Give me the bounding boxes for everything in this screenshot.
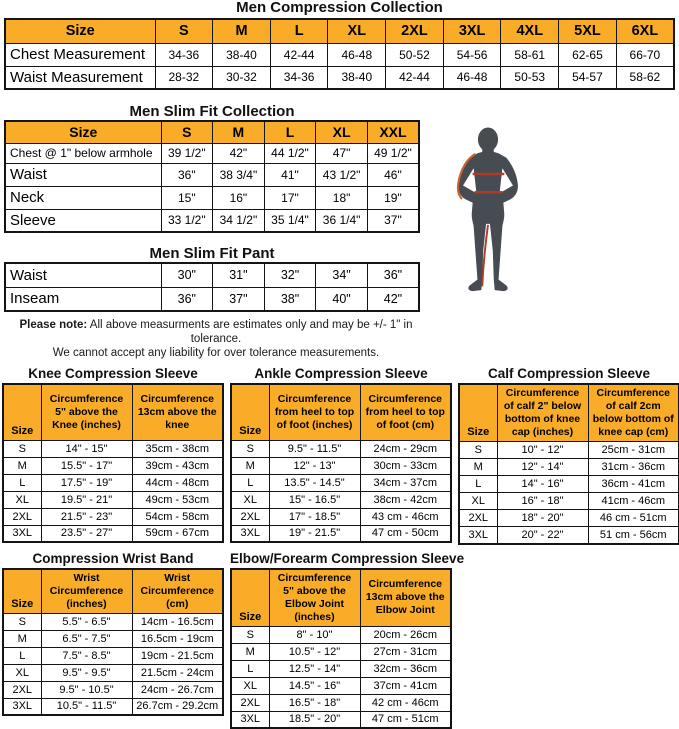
header-cell: S	[155, 19, 213, 43]
table-title-wrist: Compression Wrist Band	[2, 551, 224, 566]
value-cell: 8" - 10"	[269, 626, 360, 643]
size-cell: 2XL	[459, 510, 497, 527]
size-cell: 2XL	[231, 694, 269, 711]
value-cell: 54-57	[559, 66, 617, 89]
value-cell: 44cm - 48cm	[132, 474, 223, 491]
table-row	[3, 525, 223, 542]
table-row	[3, 491, 223, 508]
value-cell: 47 cm - 51cm	[360, 711, 451, 728]
arm-sleeves-row	[0, 551, 679, 729]
value-cell: 50-53	[501, 66, 559, 89]
size-cell: XL	[231, 677, 269, 694]
header-cell: L	[264, 121, 316, 143]
ankle-sleeve-table	[230, 383, 452, 543]
value-cell: 42-44	[270, 43, 328, 66]
size-cell: 3XL	[231, 711, 269, 728]
value-cell: 30-32	[213, 66, 271, 89]
table-title-men-compression: Men Compression Collection	[0, 0, 679, 16]
size-cell: 2XL	[231, 508, 269, 525]
value-cell: 37"	[367, 209, 419, 232]
value-cell: 20cm - 26cm	[360, 626, 451, 643]
header-row	[3, 384, 223, 440]
header-cell: XL	[316, 121, 368, 143]
leg-sleeves-row	[0, 366, 679, 545]
table-row	[3, 664, 223, 681]
value-cell: 54-56	[443, 43, 501, 66]
value-cell: 36cm - 41cm	[588, 476, 679, 493]
value-cell: 47"	[316, 143, 368, 163]
value-cell: 17" - 18.5"	[269, 508, 360, 525]
size-cell: XL	[3, 491, 41, 508]
table-row	[231, 660, 451, 677]
tolerance-note-line1: Please note: All above measurments are estimates only and may be +/- 1" in tolerance.	[0, 318, 432, 346]
size-cell: 2XL	[3, 508, 41, 525]
size-header-cell: Size	[3, 569, 41, 614]
section-calf-sleeve	[458, 366, 679, 545]
table-row	[459, 459, 679, 476]
header-cell: Circumference 13cm above the knee	[132, 384, 223, 440]
table-row	[3, 698, 223, 715]
value-cell: 46 cm - 51cm	[588, 510, 679, 527]
section-men-slim-fit-pant	[0, 246, 679, 312]
table-row	[5, 287, 419, 311]
size-header-cell: Size	[459, 384, 497, 442]
value-cell: 15"	[161, 186, 213, 209]
size-header-cell: Size	[3, 384, 41, 440]
header-cell: Circumference from heel to top of foot (inches)	[269, 384, 360, 440]
value-cell: 32cm - 36cm	[360, 660, 451, 677]
value-cell: 49 1/2"	[367, 143, 419, 163]
value-cell: 40"	[316, 287, 368, 311]
header-cell: Circumference of calf 2" below bottom of knee cap (inches)	[497, 384, 588, 442]
men-compression-table	[4, 18, 675, 90]
table-row	[231, 508, 451, 525]
table-row	[459, 493, 679, 510]
value-cell: 34"	[316, 263, 368, 287]
value-cell: 66-70	[616, 43, 674, 66]
value-cell: 10" - 12"	[497, 442, 588, 459]
header-row	[5, 19, 674, 43]
value-cell: 14" - 16"	[497, 476, 588, 493]
value-cell: 15" - 16.5"	[269, 491, 360, 508]
value-cell: 49cm - 53cm	[132, 491, 223, 508]
size-cell: XL	[231, 491, 269, 508]
value-cell: 38-40	[328, 66, 386, 89]
header-cell: Circumference 5" above the Elbow Joint (inches)	[269, 569, 360, 627]
value-cell: 16.5" - 18"	[269, 694, 360, 711]
header-cell: Circumference 13cm above the Elbow Joint	[360, 569, 451, 627]
table-title-men-slim-fit-pant: Men Slim Fit Pant	[0, 246, 424, 262]
table-row	[3, 440, 223, 457]
header-cell: M	[213, 19, 271, 43]
table-row	[5, 263, 419, 287]
section-men-slim-fit	[0, 104, 679, 233]
size-cell: M	[3, 457, 41, 474]
value-cell: 18" - 20"	[497, 510, 588, 527]
value-cell: 28-32	[155, 66, 213, 89]
section-elbow-sleeve	[230, 551, 464, 729]
value-cell: 17.5" - 19"	[41, 474, 132, 491]
size-cell: M	[231, 457, 269, 474]
table-title-calf: Calf Compression Sleeve	[458, 366, 679, 381]
section-men-compression	[0, 0, 679, 90]
value-cell: 14.5" - 16"	[269, 677, 360, 694]
value-cell: 32"	[264, 263, 316, 287]
table-row	[231, 457, 451, 474]
table-row	[459, 442, 679, 459]
table-row	[3, 630, 223, 647]
value-cell: 10.5" - 11.5"	[41, 698, 132, 715]
tolerance-note-line2: We cannot accept any liability for over tolerance measurements.	[0, 346, 432, 360]
value-cell: 9.5" - 9.5"	[41, 664, 132, 681]
size-cell: L	[231, 660, 269, 677]
row-label-cell: Waist	[5, 263, 161, 287]
size-header-cell: Size	[231, 569, 269, 627]
table-row	[231, 525, 451, 542]
table-row	[3, 647, 223, 664]
value-cell: 7.5" - 8.5"	[41, 647, 132, 664]
value-cell: 23.5" - 27"	[41, 525, 132, 542]
header-cell: Circumference 5" above the Knee (inches)	[41, 384, 132, 440]
value-cell: 21.5cm - 24cm	[132, 664, 223, 681]
size-cell: 3XL	[3, 525, 41, 542]
value-cell: 24cm - 29cm	[360, 440, 451, 457]
value-cell: 35 1/4"	[264, 209, 316, 232]
size-cell: L	[231, 474, 269, 491]
value-cell: 37"	[213, 287, 265, 311]
value-cell: 42-44	[386, 66, 444, 89]
table-row	[231, 694, 451, 711]
table-row	[5, 43, 674, 66]
value-cell: 39cm - 43cm	[132, 457, 223, 474]
value-cell: 31"	[213, 263, 265, 287]
value-cell: 10.5" - 12"	[269, 643, 360, 660]
size-cell: S	[231, 440, 269, 457]
size-cell: S	[3, 613, 41, 630]
value-cell: 38 3/4"	[213, 163, 265, 186]
elbow-sleeve-table	[230, 568, 452, 729]
value-cell: 24cm - 26.7cm	[132, 681, 223, 698]
value-cell: 42"	[213, 143, 265, 163]
value-cell: 12.5" - 14"	[269, 660, 360, 677]
row-label-cell: Chest @ 1" below armhole	[5, 143, 161, 163]
header-cell: L	[270, 19, 328, 43]
table-row	[231, 626, 451, 643]
value-cell: 38"	[264, 287, 316, 311]
value-cell: 19"	[367, 186, 419, 209]
value-cell: 14cm - 16.5cm	[132, 613, 223, 630]
tolerance-note	[0, 318, 432, 360]
value-cell: 33 1/2"	[161, 209, 213, 232]
silhouette-body	[458, 127, 518, 291]
row-label-cell: Inseam	[5, 287, 161, 311]
value-cell: 37cm - 41cm	[360, 677, 451, 694]
value-cell: 44 1/2"	[264, 143, 316, 163]
table-row	[231, 677, 451, 694]
table-row	[459, 527, 679, 544]
table-row	[3, 613, 223, 630]
value-cell: 46-48	[328, 43, 386, 66]
size-cell: XL	[459, 493, 497, 510]
table-title-elbow: Elbow/Forearm Compression Sleeve	[230, 551, 464, 566]
size-cell: XL	[3, 664, 41, 681]
table-row	[231, 643, 451, 660]
header-cell: Wrist Circumference (cm)	[132, 569, 223, 614]
table-row	[231, 491, 451, 508]
male-body-silhouette	[440, 126, 536, 318]
table-row	[5, 66, 674, 89]
value-cell: 51 cm - 56cm	[588, 527, 679, 544]
size-cell: L	[459, 476, 497, 493]
table-row	[459, 476, 679, 493]
table-title-men-slim-fit: Men Slim Fit Collection	[0, 104, 424, 120]
value-cell: 35cm - 38cm	[132, 440, 223, 457]
value-cell: 19.5" - 21"	[41, 491, 132, 508]
header-cell: XL	[328, 19, 386, 43]
size-cell: M	[459, 459, 497, 476]
value-cell: 20" - 22"	[497, 527, 588, 544]
size-cell: M	[231, 643, 269, 660]
size-cell: 3XL	[3, 698, 41, 715]
size-cell: S	[459, 442, 497, 459]
header-row	[459, 384, 679, 442]
value-cell: 30cm - 33cm	[360, 457, 451, 474]
header-cell: S	[161, 121, 213, 143]
value-cell: 9.5" - 10.5"	[41, 681, 132, 698]
value-cell: 13.5" - 14.5"	[269, 474, 360, 491]
table-row	[5, 186, 419, 209]
header-row	[231, 384, 451, 440]
value-cell: 41"	[264, 163, 316, 186]
value-cell: 59cm - 67cm	[132, 525, 223, 542]
size-header-cell: Size	[5, 19, 155, 43]
value-cell: 12" - 13"	[269, 457, 360, 474]
value-cell: 18"	[316, 186, 368, 209]
value-cell: 34cm - 37cm	[360, 474, 451, 491]
value-cell: 17"	[264, 186, 316, 209]
section-knee-sleeve	[2, 366, 224, 543]
value-cell: 25cm - 31cm	[588, 442, 679, 459]
value-cell: 12" - 14"	[497, 459, 588, 476]
row-label-cell: Sleeve	[5, 209, 161, 232]
tolerance-note-lead: Please note:	[19, 319, 87, 331]
table-title-knee: Knee Compression Sleeve	[2, 366, 224, 381]
header-cell: Circumference of calf 2cm below bottom of knee cap (cm)	[588, 384, 679, 442]
table-row	[3, 457, 223, 474]
row-label-cell: Waist Measurement	[5, 66, 155, 89]
size-cell: 3XL	[459, 527, 497, 544]
value-cell: 31cm - 36cm	[588, 459, 679, 476]
value-cell: 42"	[367, 287, 419, 311]
value-cell: 21.5" - 23"	[41, 508, 132, 525]
table-row	[5, 209, 419, 232]
value-cell: 54cm - 58cm	[132, 508, 223, 525]
header-cell: Wrist Circumference (inches)	[41, 569, 132, 614]
value-cell: 36 1/4"	[316, 209, 368, 232]
table-row	[231, 474, 451, 491]
header-cell: XXL	[367, 121, 419, 143]
value-cell: 36"	[161, 163, 213, 186]
header-cell: 4XL	[501, 19, 559, 43]
header-cell: 3XL	[443, 19, 501, 43]
size-cell: S	[231, 626, 269, 643]
value-cell: 39 1/2"	[161, 143, 213, 163]
knee-sleeve-table	[2, 383, 224, 543]
value-cell: 16" - 18"	[497, 493, 588, 510]
value-cell: 6.5" - 7.5"	[41, 630, 132, 647]
value-cell: 58-61	[501, 43, 559, 66]
value-cell: 16"	[213, 186, 265, 209]
size-cell: L	[3, 647, 41, 664]
value-cell: 30"	[161, 263, 213, 287]
value-cell: 50-52	[386, 43, 444, 66]
calf-sleeve-table	[458, 383, 679, 545]
value-cell: 42 cm - 46cm	[360, 694, 451, 711]
table-row	[5, 163, 419, 186]
value-cell: 27cm - 31cm	[360, 643, 451, 660]
value-cell: 62-65	[559, 43, 617, 66]
value-cell: 15.5" - 17"	[41, 457, 132, 474]
header-cell: Circumference from heel to top of foot (cm)	[360, 384, 451, 440]
size-cell: 3XL	[231, 525, 269, 542]
value-cell: 43 1/2"	[316, 163, 368, 186]
size-cell: L	[3, 474, 41, 491]
men-slim-fit-pant-table	[4, 262, 420, 312]
value-cell: 34 1/2"	[213, 209, 265, 232]
header-cell: M	[213, 121, 265, 143]
value-cell: 5.5" - 6.5"	[41, 613, 132, 630]
size-header-cell: Size	[5, 121, 161, 143]
header-cell: 6XL	[616, 19, 674, 43]
value-cell: 16.5cm - 19cm	[132, 630, 223, 647]
value-cell: 47 cm - 50cm	[360, 525, 451, 542]
value-cell: 38-40	[213, 43, 271, 66]
table-row	[231, 440, 451, 457]
row-label-cell: Chest Measurement	[5, 43, 155, 66]
value-cell: 26.7cm - 29.2cm	[132, 698, 223, 715]
table-row	[3, 508, 223, 525]
header-cell: 2XL	[386, 19, 444, 43]
table-row	[459, 510, 679, 527]
value-cell: 18.5" - 20"	[269, 711, 360, 728]
value-cell: 36"	[161, 287, 213, 311]
value-cell: 9.5" - 11.5"	[269, 440, 360, 457]
male-figure-svg	[440, 126, 536, 318]
men-slim-fit-table	[4, 120, 420, 233]
size-cell: S	[3, 440, 41, 457]
size-header-cell: Size	[231, 384, 269, 440]
header-row	[3, 569, 223, 614]
header-row	[5, 121, 419, 143]
value-cell: 19" - 21.5"	[269, 525, 360, 542]
value-cell: 34-36	[155, 43, 213, 66]
table-row	[3, 681, 223, 698]
table-title-ankle: Ankle Compression Sleeve	[230, 366, 452, 381]
value-cell: 36"	[367, 263, 419, 287]
row-label-cell: Waist	[5, 163, 161, 186]
header-cell: 5XL	[559, 19, 617, 43]
value-cell: 58-62	[616, 66, 674, 89]
size-cell: M	[3, 630, 41, 647]
value-cell: 14" - 15"	[41, 440, 132, 457]
value-cell: 34-36	[270, 66, 328, 89]
table-row	[3, 474, 223, 491]
table-row	[231, 711, 451, 728]
table-row	[5, 143, 419, 163]
value-cell: 38cm - 42cm	[360, 491, 451, 508]
value-cell: 43 cm - 46cm	[360, 508, 451, 525]
section-wrist-band	[2, 551, 224, 717]
section-ankle-sleeve	[230, 366, 452, 543]
size-cell: 2XL	[3, 681, 41, 698]
value-cell: 19cm - 21.5cm	[132, 647, 223, 664]
row-label-cell: Neck	[5, 186, 161, 209]
header-row	[231, 569, 451, 627]
value-cell: 46"	[367, 163, 419, 186]
wrist-band-table	[2, 568, 224, 717]
value-cell: 46-48	[443, 66, 501, 89]
value-cell: 41cm - 46cm	[588, 493, 679, 510]
